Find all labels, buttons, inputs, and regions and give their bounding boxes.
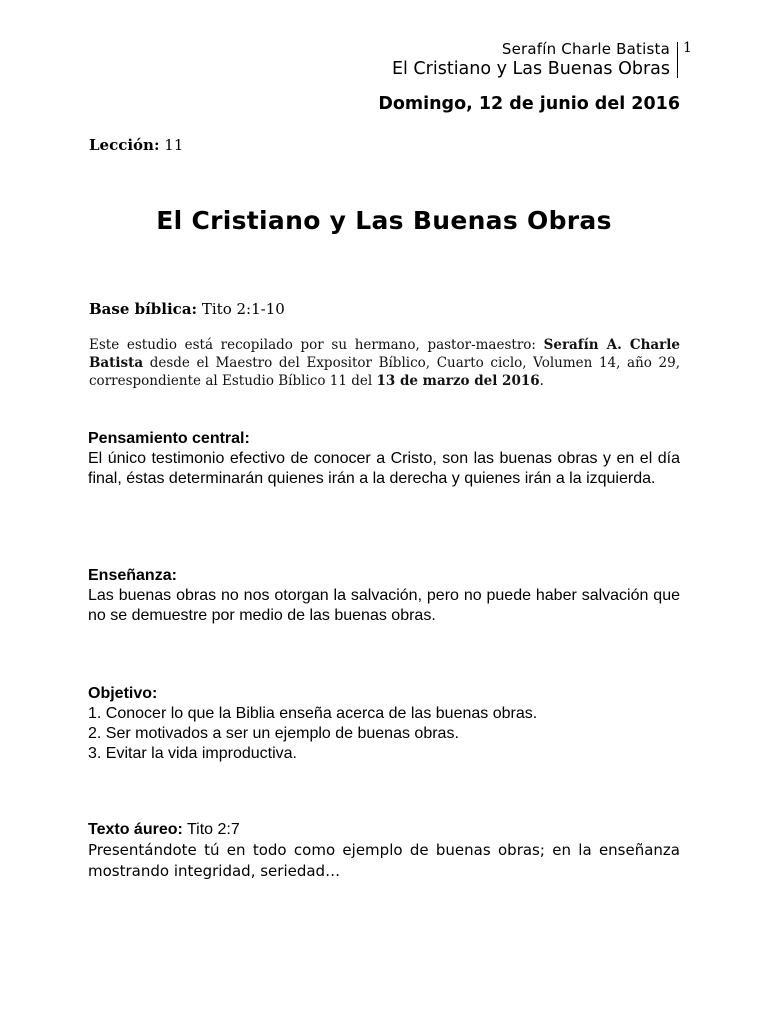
intro-author-name: Serafín A. Charle Batista [89, 337, 680, 371]
ensenanza-text: Las buenas obras no nos otorgan la salvación, pero no puede haber salvación que no se demuestre por medio de las buenas obras. [88, 587, 680, 624]
texto-aureo-text: Presentándote tú en todo como ejemplo de buenas obras; en la enseñanza mostrando integridad, seriedad… [88, 841, 680, 880]
base-biblica-value: Tito 2:1-10 [201, 300, 285, 318]
lesson-label: Lección: [89, 136, 160, 154]
header-title: El Cristiano y Las Buenas Obras [391, 59, 670, 79]
objetivo-item: 2. Ser motivados a ser un ejemplo de buenas obras. [88, 725, 459, 742]
intro-study-date: 13 de marzo del 2016 [376, 373, 540, 389]
intro-text-3: . [539, 373, 544, 389]
header-author: Serafín Charle Batista [501, 40, 670, 58]
intro-text-1: Este estudio está recopilado por su hermano, pastor-maestro: [89, 337, 544, 353]
objetivo-item: 3. Evitar la vida improductiva. [88, 745, 297, 762]
section-pensamiento [88, 429, 680, 489]
objetivo-item: 1. Conocer lo que la Biblia enseña acerca de las buenas obras. [88, 705, 538, 722]
section-texto-aureo [88, 820, 680, 882]
lesson-number [89, 136, 183, 154]
objetivo-heading: Objetivo: [88, 685, 158, 702]
page-title: El Cristiano y Las Buenas Obras [156, 206, 612, 235]
section-objetivo [88, 684, 680, 764]
intro-paragraph [89, 336, 680, 390]
base-biblica [89, 300, 285, 318]
header-divider [677, 42, 678, 78]
pensamiento-heading: Pensamiento central: [88, 430, 250, 447]
section-ensenanza [88, 566, 680, 626]
texto-aureo-ref: Tito 2:7 [182, 821, 240, 838]
pensamiento-text: El único testimonio efectivo de conocer a Cristo, son las buenas obras y en el día final, éstas determinarán quienes irán a la derecha y quienes irán a la izquierda. [88, 450, 680, 487]
document-date: Domingo, 12 de junio del 2016 [378, 94, 680, 114]
page-number: 1 [683, 40, 692, 56]
texto-aureo-heading: Texto áureo: [88, 821, 183, 838]
intro-text-2: desde el Maestro del Expositor Bíblico, Cuarto ciclo, Volumen 14, año 29, correspondiente al Estudio Bíblico 11 del [89, 355, 680, 389]
ensenanza-heading: Enseñanza: [88, 567, 177, 584]
lesson-value: 11 [164, 136, 184, 154]
base-biblica-label: Base bíblica: [89, 300, 198, 318]
